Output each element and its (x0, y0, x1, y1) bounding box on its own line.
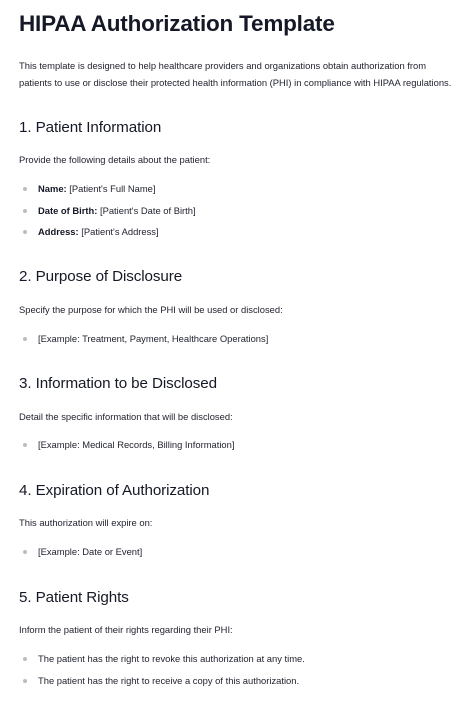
item-text: [Patient's Full Name] (69, 183, 156, 194)
item-label: Name: (38, 183, 67, 194)
bullet-icon (23, 187, 27, 191)
bullet-icon (23, 209, 27, 213)
section-1-heading: 1. Patient Information (19, 119, 162, 136)
bullet-icon (23, 443, 27, 447)
section-3-list (19, 439, 234, 461)
section-4-heading: 4. Expiration of Authorization (19, 482, 210, 499)
section-2-list (19, 333, 268, 355)
item-text: [Example: Treatment, Payment, Healthcare Operations] (38, 333, 269, 344)
item-text: [Patient's Address] (81, 226, 159, 237)
list-item (19, 653, 305, 675)
section-3-description: Detail the specific information that will be disclosed: (19, 411, 233, 422)
item-text: [Example: Medical Records, Billing Information] (38, 439, 235, 450)
section-1-list (19, 183, 196, 248)
section-4-list (19, 546, 142, 568)
item-text: [Example: Date or Event] (38, 546, 143, 557)
bullet-icon (23, 337, 27, 341)
section-3-heading: 3. Information to be Disclosed (19, 375, 217, 392)
list-item (19, 226, 196, 248)
intro-paragraph: This template is designed to help healthcare providers and organizations obtain authorization from patients to use or disclose their protected health information (PHI) in compliance with HIPAA regulations. (19, 60, 452, 88)
section-2-heading: 2. Purpose of Disclosure (19, 268, 183, 285)
list-item (19, 183, 196, 205)
list-item (19, 675, 305, 697)
bullet-icon (23, 550, 27, 554)
section-5-heading: 5. Patient Rights (19, 589, 129, 606)
item-text: The patient has the right to receive a copy of this authorization. (38, 674, 300, 686)
list-item (19, 439, 234, 461)
item-label: Address: (38, 226, 79, 237)
section-2-description: Specify the purpose for which the PHI will be used or disclosed: (19, 304, 283, 315)
list-item (19, 546, 142, 568)
list-item (19, 205, 196, 227)
section-1-description: Provide the following details about the patient: (19, 154, 211, 165)
section-4-description: This authorization will expire on: (19, 517, 153, 528)
bullet-icon (23, 230, 27, 234)
item-text: The patient has the right to revoke this authorization at any time. (38, 653, 305, 664)
section-5-description: Inform the patient of their rights regarding their PHI: (19, 624, 233, 635)
section-5-list (19, 653, 305, 696)
page-title: HIPAA Authorization Template (19, 11, 335, 36)
list-item (19, 333, 268, 355)
bullet-icon (23, 657, 27, 661)
bullet-icon (23, 679, 27, 683)
item-text: [Patient's Date of Birth] (99, 204, 196, 216)
item-label: Date of Birth: (38, 204, 98, 216)
